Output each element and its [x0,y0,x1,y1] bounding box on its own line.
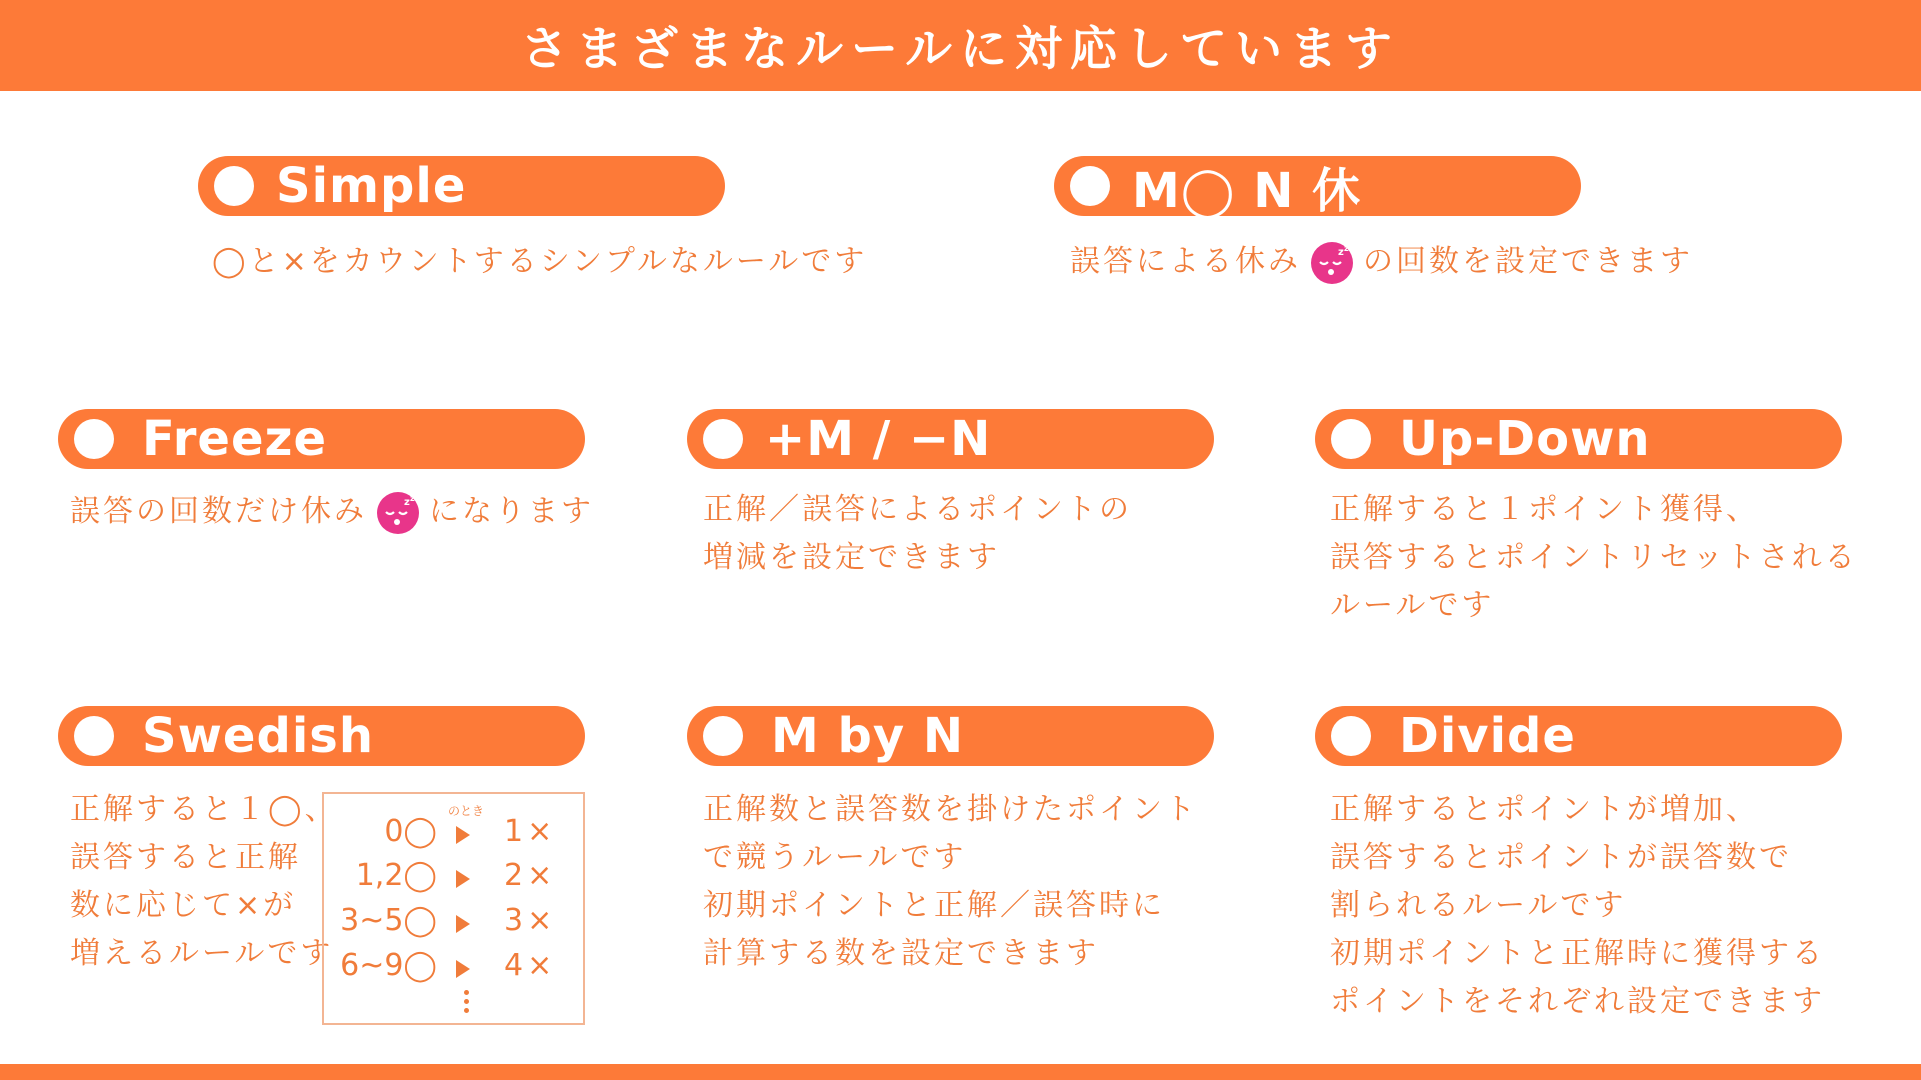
description-line: ◯と×をカウントするシンプルなルールです [212,244,868,279]
rule-m-by-n-description [703,786,1198,978]
bullet-circle-icon [1070,166,1110,206]
arrow-right-icon [456,960,470,978]
header-bar [0,0,1921,91]
table-note: のとき [448,804,485,818]
table-row [324,948,587,992]
rule-divide-description [1330,786,1825,1026]
description-line: 誤答するとポイントリセットされる [1330,540,1858,575]
more-dots-icon [464,990,470,1017]
description-line: 正解するとポイントが増加、 [1330,792,1759,827]
rule-plus-minus-header [687,409,1214,469]
rule-freeze-description [70,488,594,536]
swedish-conversion-table [322,792,585,1025]
footer-bar [0,1064,1921,1080]
wrong-count: 3× [504,903,557,938]
rule-mn-rest-description [1070,238,1693,286]
rule-simple-name: Simple [276,158,467,214]
correct-count: 3~5◯ [340,903,437,938]
page-title: さまざまなルールに対応しています [520,22,1401,77]
description-text: 誤答による休み [1070,244,1301,279]
bullet-circle-icon [703,716,743,756]
bullet-circle-icon [74,716,114,756]
description-line: 誤答するとポイントが誤答数で [1330,840,1792,875]
arrow-right-icon [456,826,470,844]
correct-count: 1,2◯ [355,858,437,893]
arrow-right-icon [456,870,470,888]
description-line: ルールです [1330,588,1495,623]
rule-divide-header [1315,706,1842,766]
rule-mn-rest-name: M◯ N 休 [1132,162,1362,219]
rule-swedish-name: Swedish [142,708,375,764]
description-line: 正解すると１ポイント獲得、 [1330,492,1759,527]
description-line: 正解すると１◯、 [70,792,338,827]
svg-text:z: z [404,496,413,508]
description-line: 正解／誤答によるポイントの [703,492,1132,527]
description-line: 数に応じて×が [70,888,297,923]
description-line: 増えるルールです [70,936,334,971]
svg-text:z: z [1344,243,1352,253]
description-line: 計算する数を設定できます [703,936,1099,971]
svg-text:z: z [1338,246,1347,258]
svg-text:z: z [410,493,418,503]
correct-count: 6~9◯ [340,948,437,983]
description-line: で競うルールです [703,840,967,875]
bullet-circle-icon [74,419,114,459]
description-line: ポイントをそれぞれ設定できます [1330,984,1825,1019]
rule-divide-name: Divide [1399,708,1576,764]
rule-m-by-n-header [687,706,1214,766]
rule-plus-minus-name: +M / −N [765,411,992,467]
table-row [324,903,587,947]
description-line: 初期ポイントと正解／誤答時に [703,888,1165,923]
rule-simple-description [212,238,867,286]
description-line: 正解数と誤答数を掛けたポイント [703,792,1198,827]
table-row [324,814,587,858]
rule-up-down-header [1315,409,1842,469]
rule-mn-rest-header [1054,156,1581,219]
description-text: 誤答の回数だけ休み [70,494,367,529]
wrong-count: 1× [504,814,557,849]
arrow-right-icon [456,915,470,933]
description-line: 割られるルールです [1330,888,1627,923]
correct-count: 0◯ [384,814,437,849]
bullet-circle-icon [703,419,743,459]
rule-freeze-name: Freeze [142,411,327,467]
description-line: 誤答すると正解 [70,840,301,875]
rule-swedish-description [70,786,338,978]
rule-swedish-header [58,706,585,766]
rule-up-down-description [1330,486,1858,630]
description-line: 初期ポイントと正解時に獲得する [1330,936,1825,971]
rule-m-by-n-name: M by N [771,708,965,764]
sleeping-face-icon [377,492,419,534]
table-row [324,858,587,902]
bullet-circle-icon [214,166,254,206]
description-line: 増減を設定できます [703,540,1000,575]
description-text: になります [429,494,594,529]
rule-simple-header [198,156,725,216]
bullet-circle-icon [1331,716,1371,756]
rule-plus-minus-description [703,486,1132,582]
rule-up-down-name: Up-Down [1399,411,1651,467]
sleeping-face-icon [1311,242,1353,284]
wrong-count: 4× [504,948,557,983]
description-text: の回数を設定できます [1363,244,1693,279]
rule-freeze-header [58,409,585,469]
wrong-count: 2× [504,858,557,893]
bullet-circle-icon [1331,419,1371,459]
